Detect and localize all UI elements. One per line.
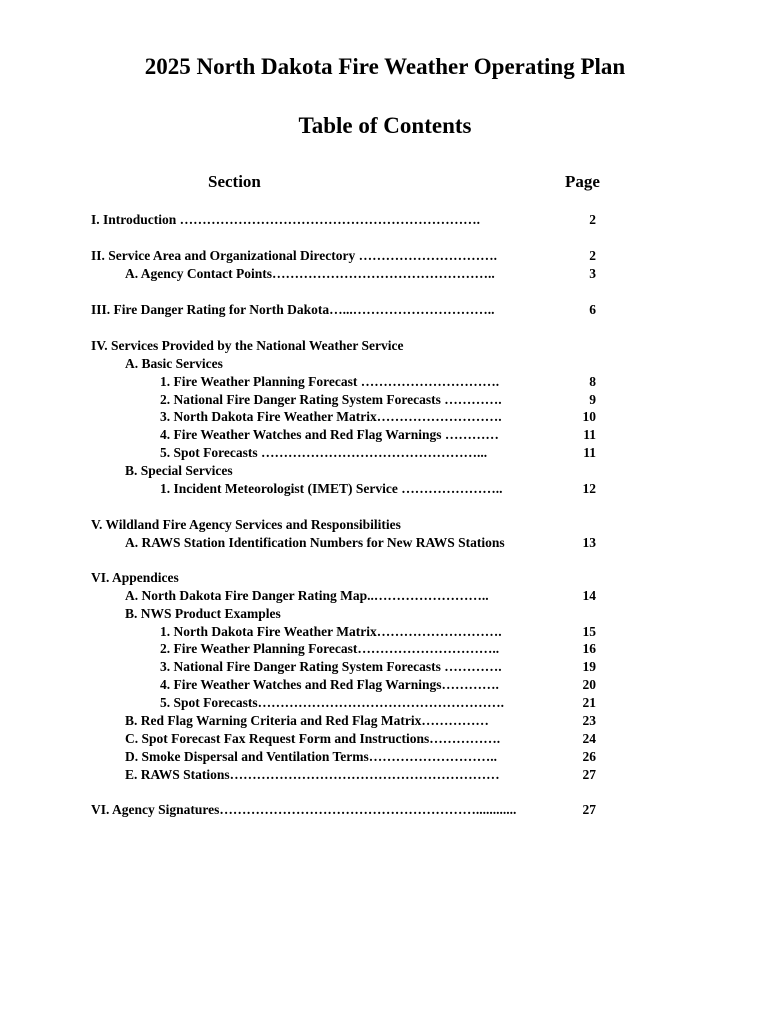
toc-entry [0, 462, 770, 480]
toc-entry [0, 373, 770, 391]
toc-entry [0, 748, 770, 766]
toc-entry-page-number: 15 [582, 624, 596, 639]
toc-entry-page-number: 2 [589, 248, 596, 263]
toc-entry [0, 247, 770, 265]
toc-entry-title: I. Introduction …………………………………………………………. [91, 212, 481, 227]
toc-entry-page-number: 20 [582, 677, 596, 692]
toc-entry-page-number: 6 [589, 302, 596, 317]
toc-entry [0, 640, 770, 658]
toc-entry-title: 4. Fire Weather Watches and Red Flag Warnings ………… [160, 427, 499, 442]
toc-entry [0, 337, 770, 355]
toc-entry [0, 605, 770, 623]
toc-entry [0, 480, 770, 498]
toc-entry-page-number: 11 [583, 445, 596, 460]
toc-entry-title: C. Spot Forecast Fax Request Form and Instructions……………. [125, 731, 501, 746]
toc-entry-page-number: 2 [589, 212, 596, 227]
toc-entry [0, 211, 770, 229]
toc-entry-page-number: 10 [582, 409, 596, 424]
toc-entry-title: II. Service Area and Organizational Directory …………………………. [91, 248, 497, 263]
toc-entry-page-number: 19 [582, 659, 596, 674]
page-column-header: Page [565, 172, 600, 191]
toc-entry-page-number: 16 [582, 641, 596, 656]
toc-entry-page-number: 12 [582, 481, 596, 496]
toc-entry [0, 408, 770, 426]
toc-heading: Table of Contents [298, 113, 472, 138]
toc-entry [0, 801, 770, 819]
toc-entry-title: E. RAWS Stations…………………………………………………… [125, 767, 500, 782]
toc-entry-title: 1. Incident Meteorologist (IMET) Service ………………….. [160, 481, 503, 496]
toc-entry-title: VI. Agency Signatures…………………………………………………............ [91, 802, 517, 817]
toc-entry-title: A. Basic Services [125, 356, 223, 371]
toc-entry [0, 391, 770, 409]
toc-entry [0, 730, 770, 748]
toc-entry-title: 5. Spot Forecasts …………………………………………... [160, 445, 488, 460]
toc-entry [0, 587, 770, 605]
toc-entry-page-number: 13 [582, 535, 596, 550]
toc-entry-title: 1. North Dakota Fire Weather Matrix………………………. [160, 624, 502, 639]
toc-entry-page-number: 14 [582, 588, 596, 603]
toc-entry-page-number: 3 [589, 266, 596, 281]
toc-entry-title: III. Fire Danger Rating for North Dakota…...………………………….. [91, 302, 495, 317]
toc-entry [0, 355, 770, 373]
toc-entry-page-number: 21 [582, 695, 596, 710]
toc-entry-title: A. RAWS Station Identification Numbers for New RAWS Stations [125, 535, 505, 550]
toc-entry-title: A. Agency Contact Points………………………………………….. [125, 266, 495, 281]
toc-entry [0, 658, 770, 676]
toc-entry-title: 5. Spot Forecasts………………………………………………. [160, 695, 504, 710]
toc-entry-page-number: 27 [582, 802, 596, 817]
toc-entry-title: 3. National Fire Danger Rating System Forecasts …………. [160, 659, 502, 674]
toc-entry-page-number: 11 [583, 427, 596, 442]
toc-entry-title: 2. Fire Weather Planning Forecast………………………….. [160, 641, 500, 656]
toc-entry-title: V. Wildland Fire Agency Services and Responsibilities [91, 517, 401, 532]
toc-entry-page-number: 26 [582, 749, 596, 764]
toc-entry [0, 623, 770, 641]
toc-entry [0, 301, 770, 319]
toc-entry-title: B. NWS Product Examples [125, 606, 281, 621]
toc-entry-title: VI. Appendices [91, 570, 179, 585]
toc-entry [0, 426, 770, 444]
section-column-header: Section [208, 172, 261, 191]
toc-entry-title: 4. Fire Weather Watches and Red Flag Warnings…………. [160, 677, 499, 692]
toc-entry [0, 694, 770, 712]
toc-entry-page-number: 23 [582, 713, 596, 728]
toc-entry-title: 3. North Dakota Fire Weather Matrix………………………. [160, 409, 502, 424]
toc-entry [0, 569, 770, 587]
toc-entry-title: A. North Dakota Fire Danger Rating Map..…………………….. [125, 588, 489, 603]
toc-entry-title: B. Red Flag Warning Criteria and Red Flag Matrix…………… [125, 713, 489, 728]
toc-entry [0, 534, 770, 552]
toc-entry [0, 766, 770, 784]
document-title: 2025 North Dakota Fire Weather Operating Plan [144, 54, 626, 79]
toc-entry-title: IV. Services Provided by the National Weather Service [91, 338, 404, 353]
toc-entry [0, 444, 770, 462]
toc-entry-page-number: 27 [582, 767, 596, 782]
toc-entry-page-number: 9 [589, 392, 596, 407]
toc-entry-title: 2. National Fire Danger Rating System Forecasts …………. [160, 392, 502, 407]
toc-entry-title: D. Smoke Dispersal and Ventilation Terms……………………….. [125, 749, 498, 764]
toc-entry-page-number: 24 [582, 731, 596, 746]
toc-entry [0, 516, 770, 534]
toc-entry [0, 676, 770, 694]
toc-entry-title: 1. Fire Weather Planning Forecast …………………………. [160, 374, 500, 389]
toc-entry-title: B. Special Services [125, 463, 233, 478]
toc-entry [0, 712, 770, 730]
toc-entry [0, 265, 770, 283]
toc-entry-page-number: 8 [589, 374, 596, 389]
